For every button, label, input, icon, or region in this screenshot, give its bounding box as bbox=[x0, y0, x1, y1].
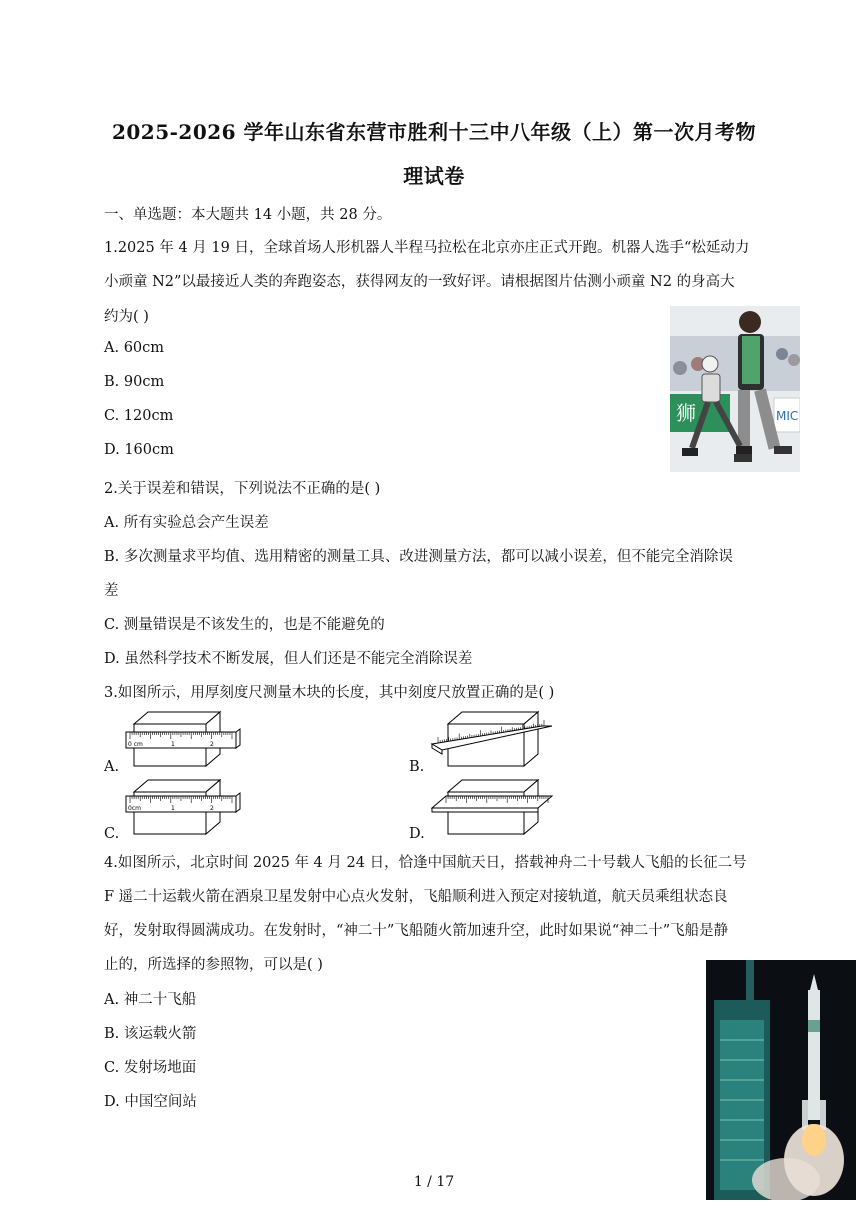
q2-option-b-line1: B. 多次测量求平均值、选用精密的测量工具、改进测量方法，都可以减小误差，但不能完全消除误 bbox=[104, 549, 733, 565]
rocket-launch-photo bbox=[706, 960, 856, 1200]
exam-title-line1: 2025-2026 学年山东省东营市胜利十三中八年级（上）第一次月考物 bbox=[111, 120, 757, 144]
q1-stem-line3: 约为( ) bbox=[104, 309, 149, 325]
q2-stem: 2.关于误差和错误，下列说法不正确的是( ) bbox=[104, 481, 381, 497]
q3-label-c: C. bbox=[104, 826, 120, 842]
q1-option-c: C. 120cm bbox=[104, 408, 174, 424]
ruler-a-two: 2 bbox=[210, 741, 214, 748]
q4-stem-line2: F 遥二十运载火箭在酒泉卫星发射中心点火发射，飞船顺利进入预定对接轨道，航天员乘组状态良 bbox=[104, 889, 728, 905]
q1-stem-line1: 1.2025 年 4 月 19 日，全球首场人形机器人半程马拉松在北京亦庄正式开跑。机器人选手“松延动力 bbox=[104, 240, 750, 256]
q1-option-d: D. 160cm bbox=[104, 442, 174, 458]
q3-figure-b bbox=[430, 710, 554, 768]
q1-option-a: A. 60cm bbox=[104, 340, 165, 356]
q1-stem-line2: 小顽童 N2”以最接近人类的奔跑姿态，获得网友的一致好评。请根据图片估测小顽童 N2 的身高大 bbox=[104, 274, 735, 290]
q3-figure-d bbox=[430, 778, 554, 836]
q3-figure-a bbox=[124, 710, 242, 768]
photo-sign-text2: MIC bbox=[776, 409, 799, 423]
ruler-a-zero: 0 cm bbox=[128, 741, 143, 748]
robot-marathon-photo bbox=[670, 306, 800, 472]
ruler-c-one: 1 bbox=[171, 805, 175, 812]
q3-label-d: D. bbox=[409, 826, 425, 842]
q2-option-c: C. 测量错误是不该发生的，也是不能避免的 bbox=[104, 617, 385, 633]
q4-stem-line4: 止的，所选择的参照物，可以是( ) bbox=[104, 957, 323, 973]
photo-sign-text: 狮 bbox=[676, 401, 696, 425]
page-number: 1 / 17 bbox=[413, 1174, 455, 1190]
ruler-c-two: 2 bbox=[210, 805, 214, 812]
q1-option-b: B. 90cm bbox=[104, 374, 165, 390]
q2-option-d: D. 虽然科学技术不断发展，但人们还是不能完全消除误差 bbox=[104, 651, 473, 667]
section-heading: 一、单选题：本大题共 14 小题，共 28 分。 bbox=[104, 207, 392, 223]
q4-stem-line3: 好，发射取得圆满成功。在发射时，“神二十”飞船随火箭加速升空，此时如果说“神二十”飞船是静 bbox=[104, 923, 729, 939]
q3-label-b: B. bbox=[409, 759, 425, 775]
q3-figure-c bbox=[124, 778, 242, 836]
q4-option-a: A. 神二十飞船 bbox=[104, 992, 197, 1008]
q3-label-a: A. bbox=[104, 759, 120, 775]
ruler-c-zero: 0cm bbox=[128, 805, 141, 812]
q4-option-b: B. 该运载火箭 bbox=[104, 1026, 197, 1042]
exam-title-line2: 理试卷 bbox=[403, 164, 465, 188]
q4-option-d: D. 中国空间站 bbox=[104, 1094, 197, 1110]
q2-option-a: A. 所有实验总会产生误差 bbox=[104, 515, 269, 531]
q3-stem: 3.如图所示，用厚刻度尺测量木块的长度，其中刻度尺放置正确的是( ) bbox=[104, 685, 555, 701]
ruler-a-one: 1 bbox=[171, 741, 175, 748]
q4-option-c: C. 发射场地面 bbox=[104, 1060, 197, 1076]
q4-stem-line1: 4.如图所示，北京时间 2025 年 4 月 24 日，恰逢中国航天日，搭载神舟二十号载人飞船的长征二号 bbox=[104, 855, 747, 871]
q2-option-b-line2: 差 bbox=[104, 583, 119, 599]
